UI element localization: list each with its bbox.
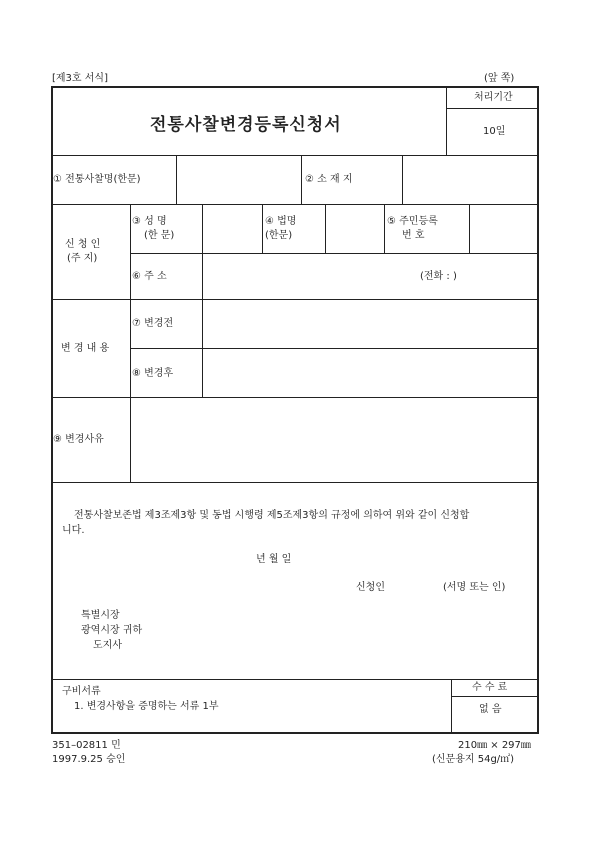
- divider: [52, 482, 538, 483]
- processing-period-label: 처리기간: [474, 92, 513, 103]
- temple-name-field[interactable]: [178, 157, 300, 203]
- location-field[interactable]: [404, 157, 537, 203]
- name-field[interactable]: [204, 206, 261, 252]
- divider: [52, 204, 538, 205]
- divider: [469, 205, 470, 253]
- resident-number-sub-label: 번 호: [402, 230, 425, 241]
- divider: [446, 108, 538, 109]
- paper-size: 210㎜ × 297㎜: [458, 740, 531, 751]
- processing-period-value: 10일: [483, 126, 506, 137]
- fee-value: 없 음: [479, 704, 502, 715]
- form-number: [제3호 서식]: [52, 73, 108, 84]
- divider: [52, 679, 538, 680]
- applicant-sign-label: 신청인: [356, 582, 385, 593]
- approval-date: 1997.9.25 승인: [52, 754, 126, 765]
- change-contents-label: 변 경 내 용: [61, 343, 110, 354]
- divider: [52, 155, 538, 156]
- form-title: 전통사찰변경등록신청서: [150, 115, 342, 135]
- dharma-name-hanja-label: (한문): [265, 230, 293, 241]
- temple-name-label: ① 전통사찰명(한문): [53, 174, 141, 185]
- form-code: 351–02811 민: [52, 740, 121, 751]
- after-change-label: ⑧ 변경후: [132, 368, 174, 379]
- divider: [130, 253, 538, 254]
- required-docs-label: 구비서류: [62, 686, 101, 697]
- addressee-governor: 도지사: [93, 640, 122, 651]
- addressee-metropolitan: 광역시장 귀하: [81, 625, 143, 636]
- before-change-label: ⑦ 변경전: [132, 318, 174, 329]
- date-line: 년 월 일: [256, 554, 292, 565]
- applicant-label: 신 청 인: [65, 239, 101, 250]
- change-reason-field[interactable]: [132, 399, 537, 481]
- fee-label: 수 수 료: [472, 682, 508, 693]
- divider: [130, 348, 538, 349]
- resident-number-label: ⑤ 주민등록: [387, 216, 438, 227]
- divider: [384, 205, 385, 253]
- resident-number-field[interactable]: [471, 206, 537, 252]
- page-side: (앞 쪽): [484, 73, 515, 84]
- signature-placeholder: (서명 또는 인): [443, 582, 506, 593]
- address-field[interactable]: [204, 255, 537, 298]
- divider: [52, 397, 538, 398]
- before-change-field[interactable]: [204, 301, 537, 347]
- phone-label: (전화 : ): [420, 271, 457, 282]
- divider: [52, 299, 538, 300]
- addressee-special-city: 특별시장: [81, 610, 120, 621]
- location-label: ② 소 재 지: [305, 174, 353, 185]
- divider: [130, 205, 131, 482]
- divider: [446, 87, 447, 155]
- divider: [325, 205, 326, 253]
- after-change-field[interactable]: [204, 350, 537, 396]
- divider: [301, 156, 302, 204]
- divider: [262, 205, 263, 253]
- divider: [451, 696, 538, 697]
- statement-line-1: 전통사찰보존법 제3조제3항 및 동법 시행령 제5조제3항의 규정에 의하여 위와 같이 신청합: [74, 510, 470, 521]
- applicant-sub-label: (주 지): [67, 253, 98, 264]
- paper-spec: (신문용지 54g/㎡): [432, 754, 515, 765]
- name-label: ③ 성 명: [132, 216, 167, 227]
- required-docs-item: 1. 변경사항을 증명하는 서류 1부: [74, 701, 219, 712]
- divider: [402, 156, 403, 204]
- divider: [176, 156, 177, 204]
- address-label: ⑥ 주 소: [132, 271, 167, 282]
- statement-line-2: 니다.: [62, 525, 85, 536]
- change-reason-label: ⑨ 변경사유: [53, 434, 104, 445]
- dharma-name-field[interactable]: [327, 206, 383, 252]
- divider: [202, 205, 203, 397]
- dharma-name-label: ④ 법명: [265, 216, 297, 227]
- name-hanja-label: (한 문): [144, 230, 175, 241]
- divider: [451, 680, 452, 733]
